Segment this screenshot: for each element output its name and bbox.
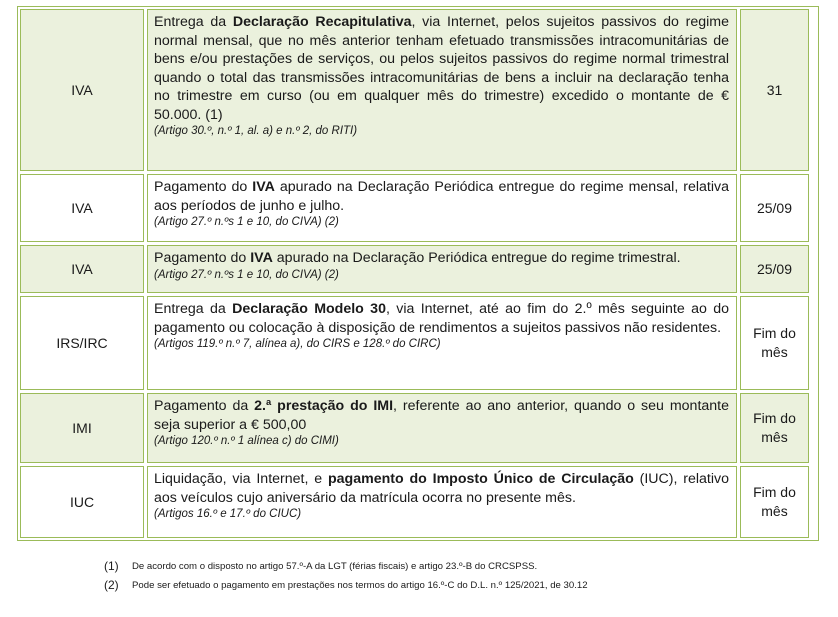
description-text: Entrega da — [154, 301, 233, 317]
description-text: apurado na Declaração Periódica entregue do regime trimestral. — [272, 250, 681, 266]
obligation-description-cell — [147, 245, 737, 293]
description-text: Pagamento do — [154, 179, 253, 195]
deadline-cell: 31 — [740, 9, 809, 171]
tax-type-cell: IVA — [20, 245, 144, 293]
description-text: Pagamento do — [154, 250, 251, 266]
description-bold-text: IVA — [252, 179, 275, 195]
obligation-description-cell — [147, 393, 737, 463]
footnote-number: (1) — [104, 559, 119, 573]
obligation-description-cell — [147, 9, 737, 171]
tax-type-cell: IVA — [20, 9, 144, 171]
tax-type-cell: IMI — [20, 393, 144, 463]
tax-calendar-table — [17, 6, 819, 541]
tax-type-cell: IRS/IRC — [20, 296, 144, 390]
legal-reference: (Artigo 120.º n.º 1 alínea c) do CIMI) — [154, 435, 339, 447]
description-text: Liquidação, via Internet, e — [154, 471, 328, 487]
deadline-cell: Fim do mês — [740, 466, 809, 538]
description-text: , referente ao ano anterior, quando o seu montante seja superior a € 500,00 — [154, 398, 729, 433]
footnote-number: (2) — [104, 578, 119, 592]
deadline-cell: Fim do mês — [740, 393, 809, 463]
description-bold-text: IVA — [250, 250, 273, 266]
legal-reference: (Artigo 27.º n.ºs 1 e 10, do CIVA) (2) — [154, 268, 339, 281]
description-text: Pagamento da — [154, 398, 255, 414]
footnote — [104, 576, 588, 595]
legal-reference: (Artigo 30.º, n.º 1, al. a) e n.º 2, do RITI) — [154, 125, 358, 137]
description-bold-text: 2.ª prestação do IMI — [254, 398, 394, 414]
description-text: (IUC), relativo aos veículos cujo aniversário da matrícula ocorra no presente mês. — [154, 471, 730, 506]
footnote — [104, 557, 588, 576]
table-row — [20, 296, 816, 390]
footnote-text: De acordo com o disposto no artigo 57.º-A da LGT (férias fiscais) e artigo 23.º-B do CRCSPSS. — [132, 561, 538, 572]
footnote-text: Pode ser efetuado o pagamento em prestações nos termos do artigo 16.º-C do D.L. n.º 125/2021, de 30.12 — [132, 580, 588, 591]
table-row — [20, 174, 816, 242]
table-row — [20, 466, 816, 538]
description-text: Entrega da — [154, 14, 233, 30]
tax-type-cell: IVA — [20, 174, 144, 242]
legal-reference: (Artigo 27.º n.ºs 1 e 10, do CIVA) (2) — [154, 216, 339, 228]
obligation-description-cell — [147, 296, 737, 390]
obligation-description-cell — [147, 174, 737, 242]
deadline-cell: 25/09 — [740, 174, 809, 242]
deadline-cell: 25/09 — [740, 245, 809, 293]
tax-type-cell: IUC — [20, 466, 144, 538]
description-bold-text: Declaração Modelo 30 — [232, 301, 386, 317]
table-row — [20, 9, 816, 171]
obligation-description-cell — [147, 466, 737, 538]
description-text: , via Internet, pelos sujeitos passivos do regime normal mensal, que no mês anterior tenham efetuado transmissões intracomunitárias de bens e/ou prestações de serviços, ou pelos sujeitos passivos do regime normal trimestral quando o total das transmissões intracomunitárias de bens a incluir na declaração tenha no trimestre em curso (ou em qualquer mês do trimestre) excedido o montante de € 50.000. (1) — [154, 14, 730, 123]
legal-reference: (Artigos 119.º n.º 7, alínea a), do CIRS e 128.º do CIRC) — [154, 338, 441, 350]
deadline-cell: Fim do mês — [740, 296, 809, 390]
description-text: apurado na Declaração Periódica entregue do regime mensal, relativa aos períodos de junho e julho. — [154, 179, 729, 214]
description-text: , via Internet, até ao fim do 2.º mês seguinte ao do pagamento ou colocação à disposição de rendimentos a sujeitos passivos não residentes. — [154, 301, 729, 336]
table-row — [20, 245, 816, 293]
footnotes — [104, 557, 588, 595]
table-row — [20, 393, 816, 463]
description-bold-text: Declaração Recapitulativa — [232, 14, 412, 30]
description-bold-text: pagamento do Imposto Único de Circulação — [327, 471, 634, 487]
legal-reference: (Artigos 16.º e 17.º do CIUC) — [154, 508, 302, 520]
